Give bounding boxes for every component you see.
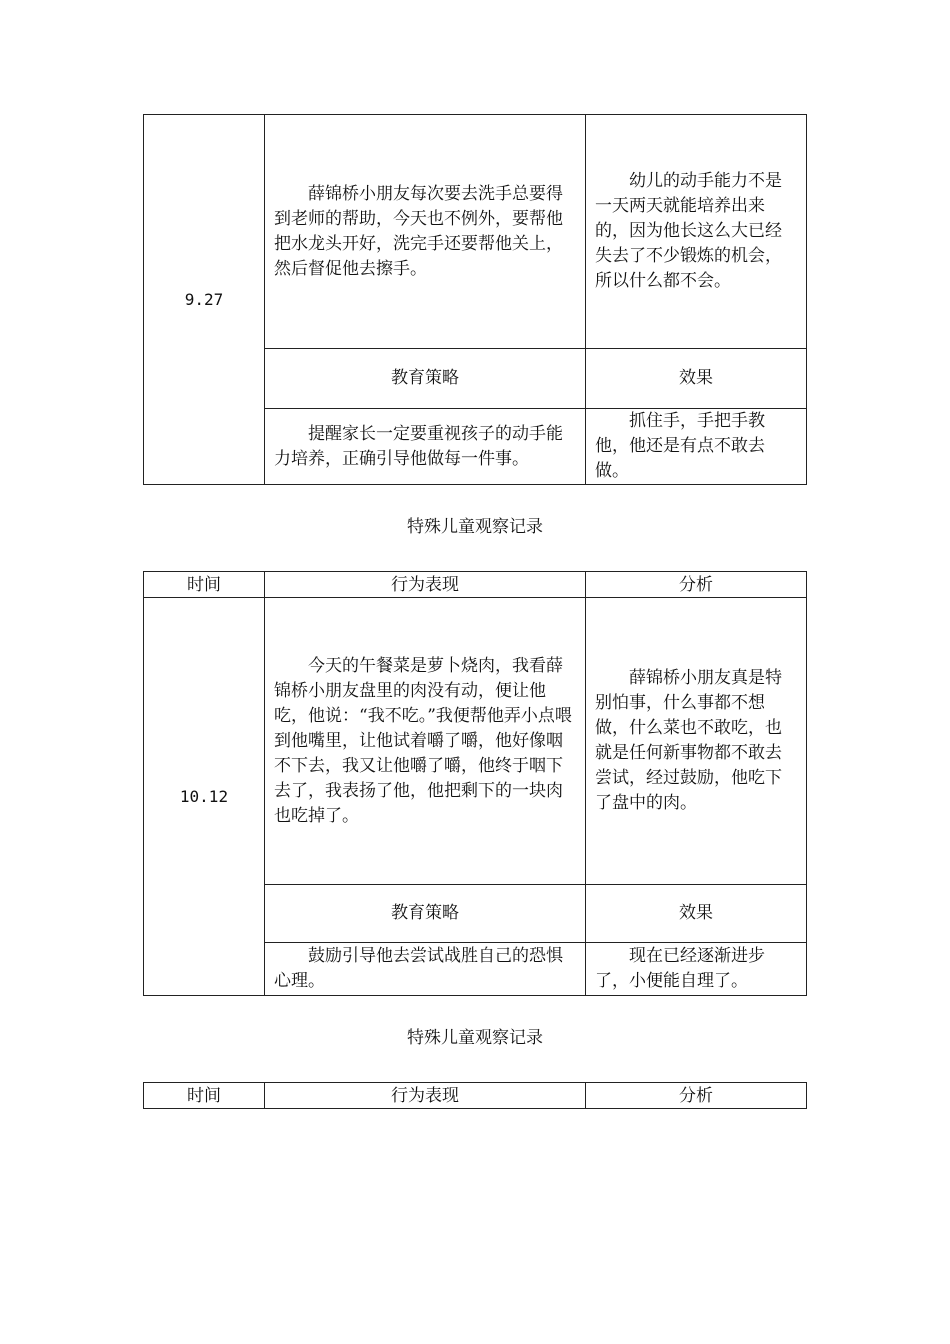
analysis-text: 薛锦桥小朋友真是特别怕事，什么事都不想做，什么菜也不敢吃，也就是任何新事物都不敢去尝试，经过鼓励，他吃下了盘中的肉。 — [586, 598, 807, 885]
record-time: 10.12 — [144, 598, 265, 996]
behavior-text: 薛锦桥小朋友每次要去洗手总要得到老师的帮助，今天也不例外，要帮他把水龙头开好，洗完手还要帮他关上，然后督促他去擦手。 — [265, 115, 586, 349]
behavior-header: 行为表现 — [265, 1083, 586, 1109]
strategy-header: 教育策略 — [265, 885, 586, 943]
page-title: 特殊儿童观察记录 — [407, 517, 543, 537]
analysis-header: 分析 — [586, 1083, 807, 1109]
record-time: 9.27 — [144, 115, 265, 485]
time-header: 时间 — [144, 572, 265, 598]
strategy-text: 提醒家长一定要重视孩子的动手能力培养，正确引导他做每一件事。 — [265, 409, 586, 485]
analysis-header: 分析 — [586, 572, 807, 598]
record-table-2 — [143, 571, 807, 996]
time-header: 时间 — [144, 1083, 265, 1109]
effect-header: 效果 — [586, 349, 807, 409]
effect-header: 效果 — [586, 885, 807, 943]
behavior-text: 今天的午餐菜是萝卜烧肉，我看薛锦桥小朋友盘里的肉没有动，便让他吃，他说：“我不吃。”我便帮他弄小点喂到他嘴里，让他试着嚼了嚼，他好像咽不下去，我又让他嚼了嚼，他终于咽下去了，我表扬了他，他把剩下的一块肉也吃掉了。 — [265, 598, 586, 885]
record-table-3 — [143, 1082, 807, 1109]
record-table-1 — [143, 114, 807, 485]
strategy-text: 鼓励引导他去尝试战胜自己的恐惧心理。 — [265, 943, 586, 996]
analysis-text: 幼儿的动手能力不是一天两天就能培养出来的，因为他长这么大已经失去了不少锻炼的机会，所以什么都不会。 — [586, 115, 807, 349]
strategy-header: 教育策略 — [265, 349, 586, 409]
effect-text: 现在已经逐渐进步了，小便能自理了。 — [586, 943, 807, 996]
page-title: 特殊儿童观察记录 — [407, 1028, 543, 1048]
behavior-header: 行为表现 — [265, 572, 586, 598]
effect-text: 抓住手，手把手教他，他还是有点不敢去做。 — [586, 409, 807, 485]
